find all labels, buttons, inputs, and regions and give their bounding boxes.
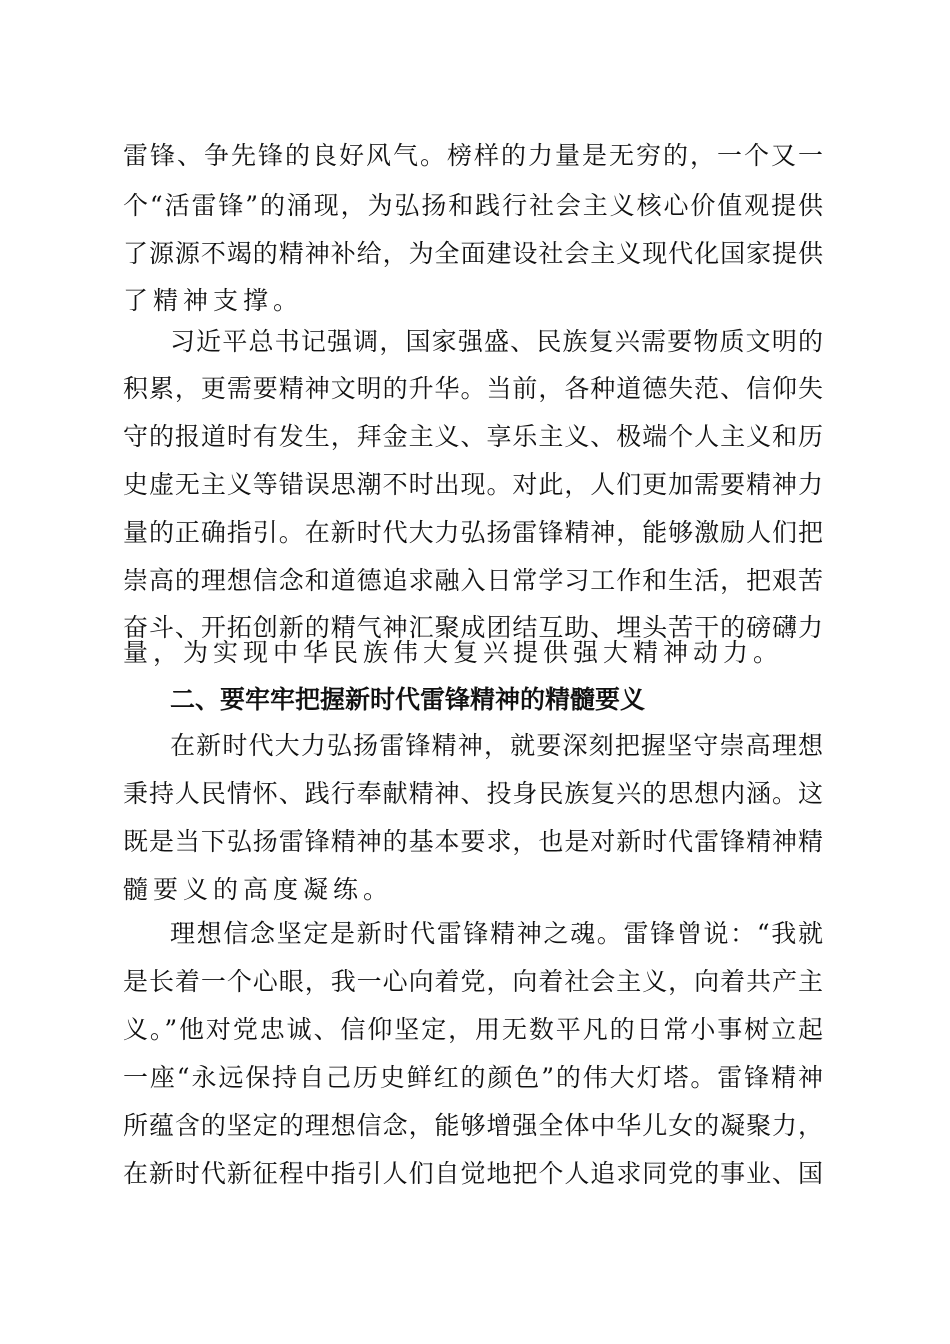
text-line: 在新时代新征程中指引人们自觉地把个人追求同党的事业、国 xyxy=(123,1159,823,1188)
text-line: 量，为实现中华民族伟大复兴提供强大精神动力。 xyxy=(123,638,784,667)
section-heading: 二、要牢牢把握新时代雷锋精神的精髓要义 xyxy=(170,685,646,714)
text-line: 崇高的理想信念和道德追求融入日常学习工作和生活，把艰苦 xyxy=(123,566,823,595)
text-line: 所蕴含的坚定的理想信念，能够增强全体中华儿女的凝聚力， xyxy=(123,1111,823,1140)
text-line: 奋斗、开拓创新的精气神汇聚成团结互助、埋头苦干的磅礴力 xyxy=(123,613,823,642)
text-line: 了精神支撑。 xyxy=(123,286,304,315)
text-line: 髓要义的高度凝练。 xyxy=(123,875,394,904)
text-line: 在新时代大力弘扬雷锋精神，就要深刻把握坚守崇高理想 xyxy=(170,731,823,760)
text-line: 义。”他对党忠诚、信仰坚定，用无数平凡的日常小事树立起 xyxy=(123,1015,823,1044)
text-line: 理想信念坚定是新时代雷锋精神之魂。雷锋曾说：“我就 xyxy=(170,919,823,948)
text-line: 了源源不竭的精神补给，为全面建设社会主义现代化国家提供 xyxy=(123,239,823,268)
text-line: 积累，更需要精神文明的升华。当前，各种道德失范、信仰失 xyxy=(123,374,823,403)
text-line: 既是当下弘扬雷锋精神的基本要求，也是对新时代雷锋精神精 xyxy=(123,827,823,856)
text-line: 守的报道时有发生，拜金主义、享乐主义、极端个人主义和历 xyxy=(123,422,823,451)
text-line: 量的正确指引。在新时代大力弘扬雷锋精神，能够激励人们把 xyxy=(123,518,823,547)
text-line: 习近平总书记强调，国家强盛、民族复兴需要物质文明的 xyxy=(170,327,823,356)
text-line: 是长着一个心眼，我一心向着党，向着社会主义，向着共产主 xyxy=(123,967,823,996)
text-line: 一座“永远保持自己历史鲜红的颜色”的伟大灯塔。雷锋精神 xyxy=(123,1063,823,1092)
text-line: 个“活雷锋”的涌现，为弘扬和践行社会主义核心价值观提供 xyxy=(123,191,823,220)
text-line: 雷锋、争先锋的良好风气。榜样的力量是无穷的，一个又一 xyxy=(123,141,823,170)
text-line: 秉持人民情怀、践行奉献精神、投身民族复兴的思想内涵。这 xyxy=(123,779,823,808)
text-line: 史虚无主义等错误思潮不时出现。对此，人们更加需要精神力 xyxy=(123,470,823,499)
